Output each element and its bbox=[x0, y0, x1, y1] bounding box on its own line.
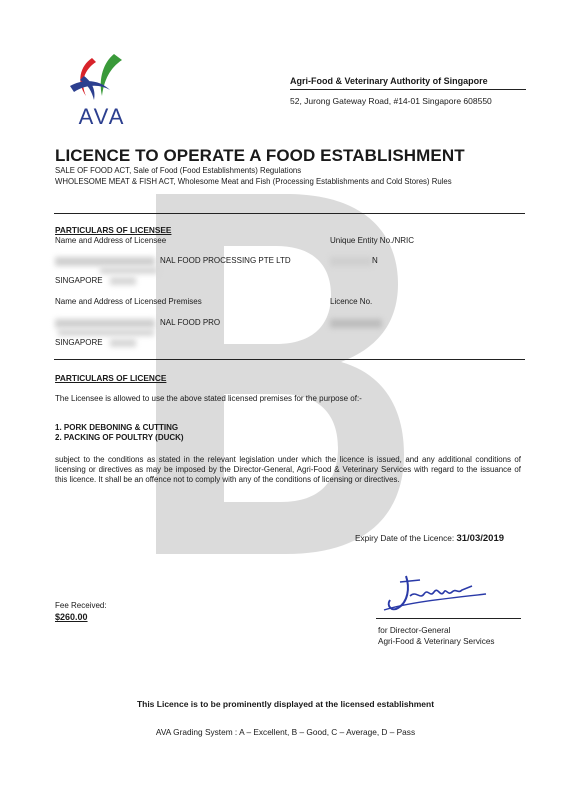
authority-address: 52, Jurong Gateway Road, #14-01 Singapore 608550 bbox=[290, 96, 492, 106]
grading-system: AVA Grading System : A – Excellent, B – Good, C – Average, D – Pass bbox=[155, 727, 416, 737]
ava-logo bbox=[62, 52, 142, 130]
licensee-address: SINGAPORE bbox=[55, 276, 103, 285]
subtitle-line-1: SALE OF FOOD ACT, Sale of Food (Food Establishments) Regulations bbox=[55, 166, 302, 175]
expiry-label: Expiry Date of the Licence: bbox=[355, 533, 455, 543]
expiry-block bbox=[355, 533, 504, 544]
licence-conditions: subject to the conditions as stated in the relevant legislation under which the licence is issued, and any additional conditions of licensing or directives as may be imposed by the Director-General, Agri-Food & Veterinary Services with regard to the issuance of this licence. It shall be an offence not to comply with any of the conditions of licensing or directives. bbox=[55, 455, 521, 484]
licensee-name-value: NAL FOOD PROCESSING PTE LTD bbox=[160, 256, 291, 265]
redacted-premises-address bbox=[58, 329, 154, 336]
expiry-date: 31/03/2019 bbox=[456, 533, 505, 544]
divider bbox=[54, 359, 525, 360]
licensee-name-label: Name and Address of Licensee bbox=[55, 236, 167, 245]
redacted-premises-name bbox=[55, 319, 155, 328]
display-notice: This Licence is to be prominently displayed at the licensed establishment bbox=[136, 699, 435, 709]
signer-organisation: Agri-Food & Veterinary Services bbox=[378, 637, 495, 646]
licence-heading: PARTICULARS OF LICENCE bbox=[55, 373, 167, 383]
redacted-postcode bbox=[110, 277, 136, 285]
uen-value: N bbox=[372, 256, 378, 265]
premises-address: SINGAPORE bbox=[55, 338, 103, 347]
signature-image bbox=[380, 570, 490, 616]
fee-label: Fee Received: bbox=[55, 601, 107, 610]
redacted-licence-no bbox=[330, 319, 382, 328]
signature-line bbox=[376, 618, 521, 619]
licence-no-label: Licence No. bbox=[330, 297, 373, 306]
purpose-list bbox=[55, 423, 184, 443]
purpose-item: 2. PACKING OF POULTRY (DUCK) bbox=[55, 433, 184, 442]
licensee-heading: PARTICULARS OF LICENSEE bbox=[55, 225, 172, 235]
document-title: LICENCE TO OPERATE A FOOD ESTABLISHMENT bbox=[55, 146, 465, 165]
signer-title: for Director-General bbox=[378, 626, 451, 635]
uen-label: Unique Entity No./NRIC bbox=[330, 236, 415, 245]
purpose-item: 1. PORK DEBONING & CUTTING bbox=[55, 423, 179, 432]
authority-name: Agri-Food & Veterinary Authority of Singapore bbox=[290, 76, 526, 90]
redacted-premises-postcode bbox=[110, 339, 136, 347]
premises-label: Name and Address of Licensed Premises bbox=[55, 297, 202, 306]
subtitle-line-2: WHOLESOME MEAT & FISH ACT, Wholesome Meat and Fish (Processing Establishments and Cold Stores) Rules bbox=[55, 177, 452, 186]
ava-emblem-icon bbox=[62, 52, 142, 104]
premises-value: NAL FOOD PRO bbox=[160, 318, 221, 327]
redacted-name bbox=[55, 257, 155, 266]
fee-value: $260.00 bbox=[55, 612, 88, 622]
ava-logo-text: AVA bbox=[78, 104, 126, 129]
redacted-uen bbox=[330, 257, 372, 266]
licence-intro: The Licensee is allowed to use the above stated licensed premises for the purpose of:- bbox=[55, 394, 362, 403]
redacted-address bbox=[100, 267, 158, 274]
divider bbox=[54, 213, 525, 214]
signer-block bbox=[378, 625, 495, 647]
authority-block bbox=[290, 76, 526, 106]
